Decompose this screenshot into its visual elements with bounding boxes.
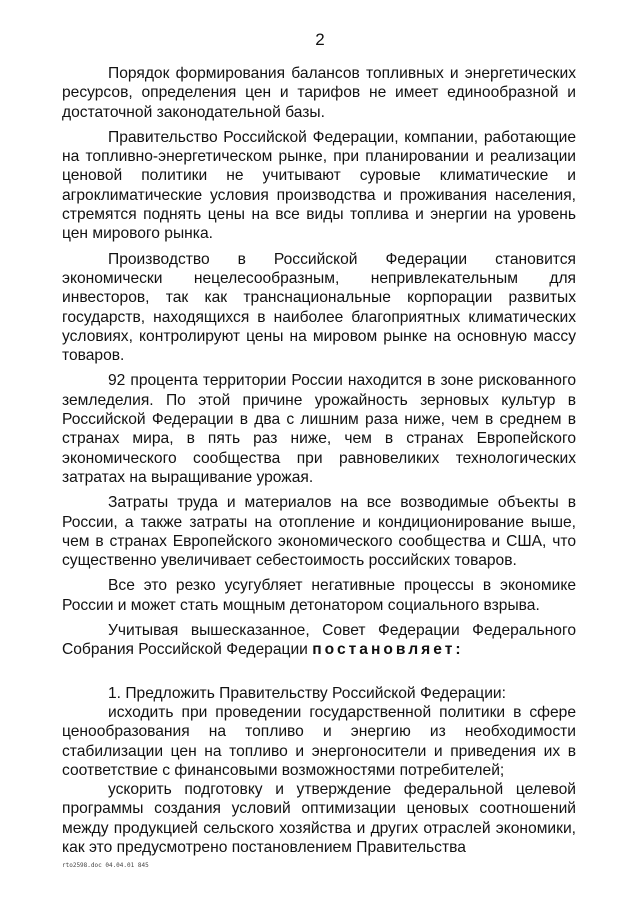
file-reference-footer: rto2598.doc 04.04.01 845: [62, 862, 149, 869]
resolution-verb: постановляет:: [312, 641, 464, 659]
document-body: [62, 64, 576, 857]
paragraph-government-pricing: Правительство Российской Федерации, компании, работающие на топливно-энергетическом рынке, при планировании и реализации ценовой политики не учитывают суровые климатические и агроклиматические условия производства и проживания населения, стремятся поднять цены на все виды топлива и энергии на уровень цен мирового рынка.: [62, 128, 576, 243]
clause-1-heading: 1. Предложить Правительству Российской Федерации:: [108, 684, 506, 702]
paragraph-production-inefficiency: Производство в Российской Федерации становится экономически нецелесообразным, непривлекательным для инвесторов, так как транснациональные корпорации развитых государств, находящихся в наиболее благоприятных климатических условиях, контролируют цены на мировом рынке на основную массу товаров.: [62, 250, 576, 365]
paragraph-risky-agriculture: 92 процента территории России находится в зоне рискованного земледелия. По этой причине урожайность зерновых культур в Российской Федерации в два с лишним раза ниже, чем в среднем в странах мира, в пять раз ниже, чем в странах Европейского экономического сообщества при равновеликих технологических затратах на выращивание урожая.: [62, 372, 576, 486]
clause-1-item-target-program: ускорить подготовку и утверждение федеральной целевой программы создания условий оптимизации ценовых соотношений между продукцией сельского хозяйства и других отраслей экономики, как это предусмотрено постановлением Правительства: [62, 781, 576, 856]
resolution-statement: [62, 621, 576, 660]
paragraph-fuel-balance: Порядок формирования балансов топливных и энергетических ресурсов, определения цен и тарифов не имеет единообразной и достаточной законодательной базы.: [62, 65, 576, 121]
resolution-lead: Учитывая вышесказанное, Совет Федерации Федерального Собрания Российской Федерации: [62, 622, 576, 659]
paragraph-labor-costs: Затраты труда и материалов на все возводимые объекты в России, а также затраты на отопление и кондиционирование выше, чем в странах Европейского экономического сообщества и США, что существенно увеличивает себестоимость российских товаров.: [62, 494, 576, 570]
page-number: 2: [315, 30, 325, 49]
clause-1-item-pricing-policy: исходить при проведении государственной политики в сфере ценообразования на топливо и энергию из необходимости стабилизации цен на топливо и энергоносители и приведения их в соответствие с финансовыми возможностями потребителей;: [62, 703, 576, 779]
paragraph-social-risk: Все это резко усугубляет негативные процессы в экономике России и может стать мощным детонатором социального взрыва.: [62, 577, 576, 614]
